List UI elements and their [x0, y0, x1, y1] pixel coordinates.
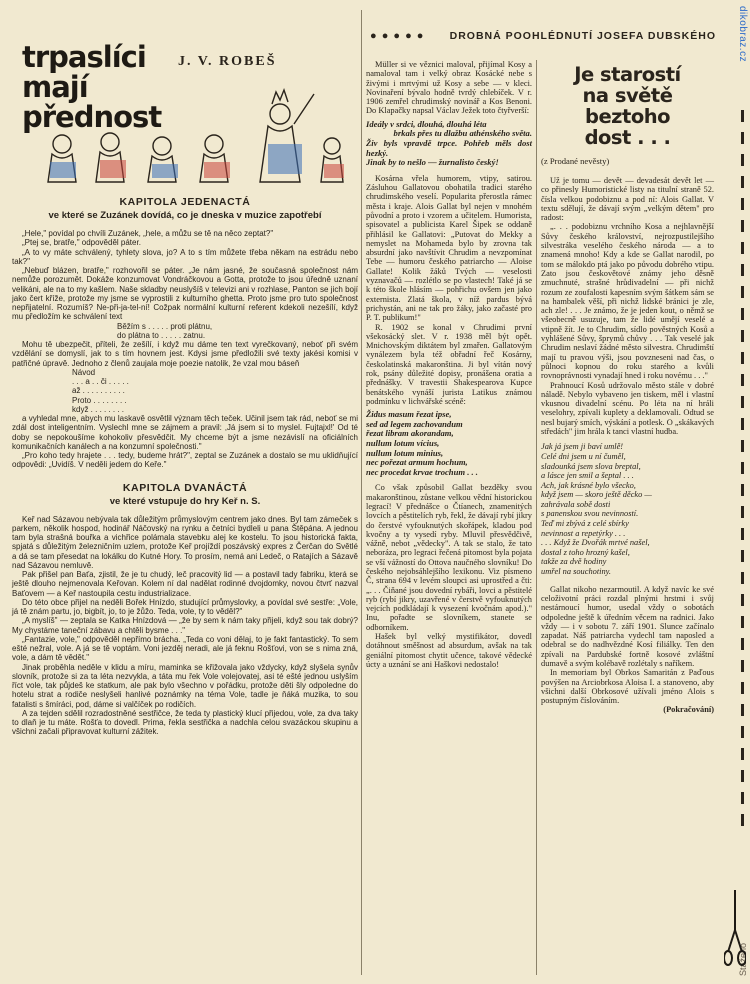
header-dots: ● ● ● ● ●: [370, 30, 425, 42]
continued-note: (Pokračování): [663, 705, 714, 715]
poem-dots-2: Návod . . . a . . či . . . . . až . . . . . . . . . . Proto . . . . . . . . když . . . . . . . .: [72, 367, 129, 414]
column-divider-right: [536, 60, 537, 975]
dwarfs-illustration: [32, 74, 352, 194]
poem-dots-1: Běžím s . . . . . proti plátnu, do plátna to . . . . . zatnu.: [117, 321, 213, 340]
story-title: trpaslíci mají přednost: [22, 40, 162, 134]
left-column: [12, 14, 358, 737]
middle-body: Müller si ve věznici maloval, přijímal Kosy a namaloval tam i velký obraz Kosácké nebe s živými i mrtvými už Kosy a sebe — v kleci. Novinaření bývalo hodně tvrdý chlebíček. V r. 1906 zemřel chrudimský novinář a Kos Benoni. Do Klapačky napsal Václav Ježek toto čtyřverší: Ideály v srdci, dlouhá, dlouhá léta brkals přes tu dlažbu athénského světa. Živ byls vpravdě trpce. Pohřeb měls dost hezký. Jinak by to nešlo — žurnalisto český! Kosárna vřela humorem, vtipy, satirou. Zásluhou Gallatovou obohatila tradici starého chrudimského veselí. Popularita přerostla rámec města i kraje. Alois Gallat byl nejen v mnohém původní a proto i vzorem a učitelem. Humorista, spisovatel a publicista Karel Šipek se oddaně přihlásil ke Gallatovi: „Putovat do Mekky a nemyslet na Mohameda bylo by zrovna tak absurdní jako navštívit Chrudim a nevzpomínat Tebe — humoru českého patriarcho — Aloise Gallate! Kolik žáků Tvých — veselosti vyznavačů — rozlétlo se po vlastech! Také já se k této škole hlásím — pohřichu ovšem jen jako externista. Zlatá škola, v níž pardus bývá prichystán, ani ne tak pro žáky, jako začasté pro P. T. publikum!" R. 1902 se konal v Chrudimi první všekosácký slet. V r. 1938 měl být opět. Mnichovským diktátem byl zmařen. Gallatovým vynálezem byla též obřadní řeč Kosárny, českolatinská makaronština. Ji byl vítán nový rok, psány důležité dopisy, pronášena oratia a přednášky. V travestii Shakespearova Kupce benátského vynáší jurista Latikus známou podmínku v lichvářské scéně: Židus masum řezat ipse, sed ad legem zachovandum řezat libram akorandam, nullum lotum vícius, nullum lotum minius, nec pořezat armum hochum, nec procedat krvae trochum . . . Co však způsobil Gallat bezděky svou makaronštinou, zůstane velkou vědní historickou legrací! V přednášce o Čtíanech, znamenitých lovcích a pěstitelích ryb, řekl, že dávají rybí jikry do čerstvé vyfouknutých skořápek, kladou pod kvočny a ty vysedí ryby. Mluvil přesvědčivě, vážně, nebot „vědecky". A tak se stalo, že tato neboráza, pro legraci řečená pitomost byla pojata se vší vážností do Ottova naučného slovníku! Do českého nejobsáhlejšího lexikonu. Viz písmeno Č, strana 694 v levém sloupci asi uprostřed a čti: „. . . Čiňané jsou dovední rybáři, lovci a pěstitelé ryb (rybí jikry, uzavřené v čerstvě vyfouknutých vejcích podkládají k vysezení kvočnám apod.)." Inu, pořadte se slovníkem, stanete se odborníkem. Hašek byl velký mystifikátor, dovedl dotáhnout směšnost ad absurdum, avšak na tak geniální pitomost chytit učence, takové vědecké úcty a uznání se ani Haškovi nedostalo!: [366, 60, 532, 669]
chapter-12-body: Keř nad Sázavou nebývala tak důležitým průmyslovým centrem jako dnes. Byl tam zámeček s parkem, několik hospod, hodinář Náčovský na rynku a četníci bydleli u pana Štěpána. A jednou tam byla strašná bouřka a vichřice polámala stavebku alej ke kostelu. To jsou historická fakta, spjatá s důležitým železničním uzlem, protože Keř projíždí poszávský expres z Čerčan do Světlé a dá se tam přesedat na lokálku do Kutné Hory. To prosím, nemá ani Ledeč, o Ratajích a Sázavě nad Sázavou nemluvě. Pak přišel pan Baťa, zjistil, že je tu chudý, leč pracovitý lid — a postavil tady fabriku, která se ještě dlouho nejmenovala Keřovan. Kolem ní dal nadělat rodinné dvojdomky, novou čtvrť nazval Baťovem — a Keř nastoupila cestu industrializace. Do této obce přijel na neděli Bořek Hnízdo, studující průmyslovky, a povídal své sestře: „Vole, já tě znám partu, jo, bigbít, jo, to je žůžo. Teda, vole, ty to věděl?" „A myslíš" — zeptala se Katka Hnízdová — „že by sem k nám taky přijeli, když sou tak dobrý? My chystáme taneční zábavu a chtěli bysme . . ." „Fantazie, vole," odpověděl nepřímo brácha. „Teda co voni dělaj, to je fakt fantastický. To sem ešté nežral, vole. A já se tě voptám. Voni jezděj neradi, ale já feknu Rošťovi, von se s nima zná, vole, a dám tě vědět." Jinak proběhla neděle v klidu a míru, maminka se křižovala jako vždycky, když slyšela synův slovník, protože si za ta léta nezvykla, a táta mu řek Vole volejovatej, asi té ešté jednou uslyším říct vole, tak půjdeš ke statkum, ale pak bylo všechno v pořádku, protože děti šly odpoledne do hotelu strat a rodiče neslyšeli hanlivé poznámky na téma Vole, tadle je ňáká muzika, to sou fatalisti s šmíráci, pod, dáme si valčíček po rodičích. A za tejden sdělil rozradostněné sestřičce, že teda ty plastický klucí přijedou, vole, za dva taky to dlaň je tu máte. Rošťa to dovedl. Prima, řekla sestřička a nadchla celou svazáckou skupinu a všichni začali připravovat kulturní zážitek.: [12, 514, 358, 737]
verse-jezek: Ideály v srdci, dlouhá, dlouhá léta brkals přes tu dlažbu athénského světa. Živ byls vpravdě trpce. Pohřeb měls dost hezký. Jinak by to nešlo — žurnalisto český!: [366, 118, 532, 168]
archive-label: Staženo: [738, 942, 748, 976]
chapter-11-heading: KAPITOLA JEDENACTÁ: [119, 196, 251, 208]
chapter-11-body: „Hele," povídal po chvíli Zuzánek, „hele, a můžu se tě na něco zeptat?" „Ptej se, bratře," odpověděl páter. „A to vy máte schválený, tyhlety slova, jo? A to s tím můžete třeba někam na estrádu nebo tak?" „Nebuď blázen, bratře," rozhovořil se páter. „Je nám jasné, že současná společnost nám nemůže porozumět. Dokáže konzumovat Vondráčkovou a Gotta, protože to jsou úředně uznaní velikáni, ale na to my kašlem. Naše skladby neuslyšíš v televizi ani v rozhlase, Panton se jich bojí jako čert kříže, protože my jsme se vyprostili z kulturního ghetta. Proto jsme pro tuto společnost nepřijatelní. Rozumíš? Ne-při-ja-tel-ní! Cožpak normální kulturní referent kdekoli nezešílí, když mu předložím ke schválení text Běžím s . . . . . proti plátnu, do plátna to . . . . . zatnu. Mohu tě ubezpečit, příteli, že zešílí, i když mu dáme ten text vyrečkovaný, neboť při svém vzdělání se domyslí, jak to s tím hovnem jest. Kdysi jsme předložili své texty jakési komisi v patřičné úpravě. Jednoho z členů zaujala moje poezie natolik, že vzal mou báseň Návod . . . a . . či . . . . . až . . . . . . . . . . Proto . . . . . . . . když . . . . . . . . a vyhledal mne, abych mu laskavě osvětlil význam těch teček. Učinil jsem tak rád, neboť se mi zdál dost inteligentním. Vyslechl mne se zájmem a pravil: ‚Já jsem si to myslel. Fujtajxl!' Od té doby se nepokoušíme kohokoliv přesvědčit. My chceme být a jsme nezávislí na oficiálních komunikačních kanálech a na konzumní společnosti." „Pro koho tedy hrajete . . . tedy, budeme hrát?", zeptal se Zuzánek a dostalo se mu uklidňující odpovědi: „Uvidíš. V neděli jedem do Keře.": [12, 229, 358, 470]
site-label[interactable]: dikobraz.cz: [737, 6, 748, 63]
series-header: [370, 30, 716, 42]
article-source: (z Prodané nevěsty): [541, 156, 610, 166]
series-title: DROBNÁ POOHLÉDNUTÍ JOSEFA DUBSKÉHO: [449, 30, 716, 42]
italic-poem: Jak já jsem ji baví umlě! Celé dni jsem u ní čuměl, sladounká jsem slova breptal, a lásce jen smil a šeptal . . . Ach, jak krásné bylo všecko, když jsem — skoro ještě děcko — zahrávala sobě dosti s panenskou svou nevinností. Teď mi zbývá z celé sbírky nevinnost a repetýrky . . . . . . Když že Dvořák mrtvé našel, dostal z toho hrozný kašel, takže za dvě hodiny umřel na souchotiny.: [541, 442, 652, 577]
right-column: [541, 60, 714, 715]
margin-strip: [728, 0, 750, 984]
middle-column: [366, 60, 532, 669]
verse-latikus: Židus masum řezat ipse, sed ad legem zachovandum řezat libram akorandam, nullum lotum vícius, nullum lotum minius, nec pořezat armum hochum, nec procedat krvae trochum . . .: [366, 409, 478, 477]
column-divider-left: [361, 10, 362, 975]
story-header: [12, 14, 358, 192]
scissors-icon: [724, 890, 746, 970]
chapter-11-subtitle: ve které se Zuzánek dovídá, co je dneska v muzice zapotřebí: [48, 210, 322, 221]
chapter-12-subtitle: ve které vstupuje do hry Keř n. S.: [109, 495, 261, 507]
article-title: Je starostí na světě beztoho dost . . .: [574, 63, 681, 149]
right-body: Už je tomu — devět — devadesát devět let — co přinesly Humoristické listy na titulní straně 52. čísla velkou podobiznu a pod ní: Alois Gallat. V textu sdělují, že dávají svým „velkým dětem" pro radost: „. . . podobiznu vrchního Kosa a nejhlavnější Sůvy českého království, nejrozpustilejšího silvestráka veselého českého národa — a to znamená mnoho! Kdy a kde se Gallat narodil, po tom se málokdo ptá jako po původu dobrého vtipu. Zato jsou českovětové známy jeho děsně zmuchnuté, strašné hrůdivadelní — při nichž rozum ze zoufalosti kapesním svým šátkem sám se na hambalek věší, při nichž lidské bránici je zle, ach zle! . . . Je známo, že je jeden kout, o němž se všeobecně usuzuje, tam že lidé umějí veselé a vtipně žít. Je to Chrudim, sídlo pověstných Kosů a vyhlášené Sůvy, šprymů chůvy . . . Tak veselé jak Chrudim neslaví žádné město silvestra. Chrudimští mají tu pravou výši, jsou povzneseni nad čas, o půlnoci kopnou do roku starého a kvůli rovnoprávnosti vynadají hned i roku novému . . ." Prahnoucí Kosů udržovalo město stále v dobré náladě. Nebylo vybaveno jen tiskem, měl i vlastní vkusnou divadelní scénu. Po léta na ní hráli veselohry, zpívali kuplety a deklamovali. Odtud se nesl bujarý smích, výskání a potlesk. O „skákavých středách" jim hrála k tanci vlastní hudba. Jak já jsem ji baví umlě! Celé dni jsem u ní čuměl, sladounká jsem slova breptal, a lásce jen smil a šeptal . . . Ach, jak krásné bylo všecko, když jsem — skoro ještě děcko — zahrávala sobě dosti s panenskou svou nevinností. Teď mi zbývá z celé sbírky nevinnost a repetýrky . . . . . . Když že Dvořák mrtvé našel, dostal z toho hrozný kašel, takže za dvě hodiny umřel na souchotiny. Gallat nikoho nezarmoutil. A když navíc ke své celoživotní práci rozdal plnými hrstmi i svůj nestárnoucí humor, usedal vždy o sobotách odpoledne ještě k úředním věcem na radnici. Jako vždy — i v sobotu 7. září 1901. Slunce začínalo zapadat. Náš patriarcha vydechl tam naposled a odebral se do nadhvězdné Kosí filiálky. Ten den zpívali na Pardubské fortně kosové zvláštní dumavě a svým kolébavě rozlétaly s naříkem. In memoriam byl Obrkos Samaritán z Paďous povýšen na Arciobrkosa Aloisa I. a stanoveno, aby všichni další Obrkosové užívali jméno Alois s postupným číslováním. (Pokračování): [541, 176, 714, 715]
cut-line: [741, 110, 744, 830]
chapter-12-heading: KAPITOLA DVANÁCTÁ: [122, 481, 248, 494]
story-author: J. V. ROBEŠ: [178, 54, 277, 69]
